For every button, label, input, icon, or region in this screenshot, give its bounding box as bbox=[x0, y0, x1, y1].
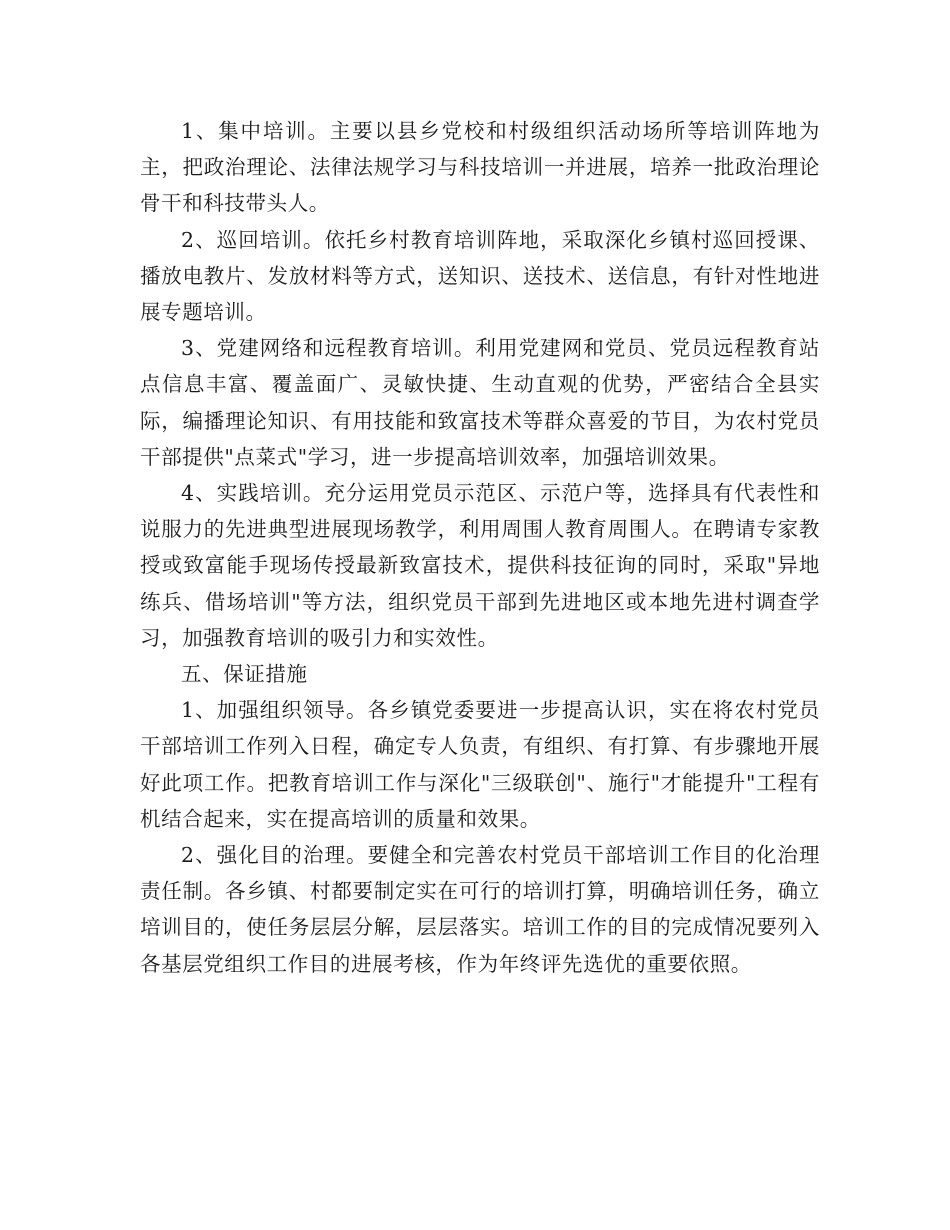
paragraph-organizational-leadership: 1、加强组织领导。各乡镇党委要进一步提高认识，实在将农村党员干部培训工作列入日程，确定专人负责，有组织、有打算、有步骤地开展好此项工作。把教育培训工作与深化"三级联创"、施行"才能提升"工程有机结合起来，实在提高培训的质量和效果。 bbox=[140, 698, 820, 831]
document-body bbox=[140, 113, 820, 982]
paragraph-objective-management: 2、强化目的治理。要健全和完善农村党员干部培训工作目的化治理责任制。各乡镇、村都要制定实在可行的培训打算，明确培训任务，确立培训目的，使任务层层分解，层层落实。培训工作的目的完成情况要列入各基层党组织工作目的进展考核，作为年终评先选优的重要依照。 bbox=[140, 843, 820, 976]
paragraph-practical-training: 4、实践培训。充分运用党员示范区、示范户等，选择具有代表性和说服力的先进典型进展现场教学，利用周围人教育周围人。在聘请专家教授或致富能手现场传授最新致富技术，提供科技征询的同时，采取"异地练兵、借场培训"等方法，组织党员干部到先进地区或本地先进村调查学习，加强教育培训的吸引力和实效性。 bbox=[140, 481, 820, 650]
section-heading-guarantee-measures: 五、保证措施 bbox=[181, 662, 308, 687]
paragraph-touring-training: 2、巡回培训。依托乡村教育培训阵地，采取深化乡镇村巡回授课、播放电教片、发放材料等方式，送知识、送技术、送信息，有针对性地进展专题培训。 bbox=[140, 227, 820, 325]
paragraph-remote-education: 3、党建网络和远程教育培训。利用党建网和党员、党员远程教育站点信息丰富、覆盖面广、灵敏快捷、生动直观的优势，严密结合全县实际，编播理论知识、有用技能和致富技术等群众喜爱的节目，为农村党员干部提供"点菜式"学习，进一步提高培训效率，加强培训效果。 bbox=[140, 336, 820, 469]
paragraph-centralized-training: 1、集中培训。主要以县乡党校和村级组织活动场所等培训阵地为主，把政治理论、法律法规学习与科技培训一并进展，培养一批政治理论骨干和科技带头人。 bbox=[140, 119, 820, 216]
